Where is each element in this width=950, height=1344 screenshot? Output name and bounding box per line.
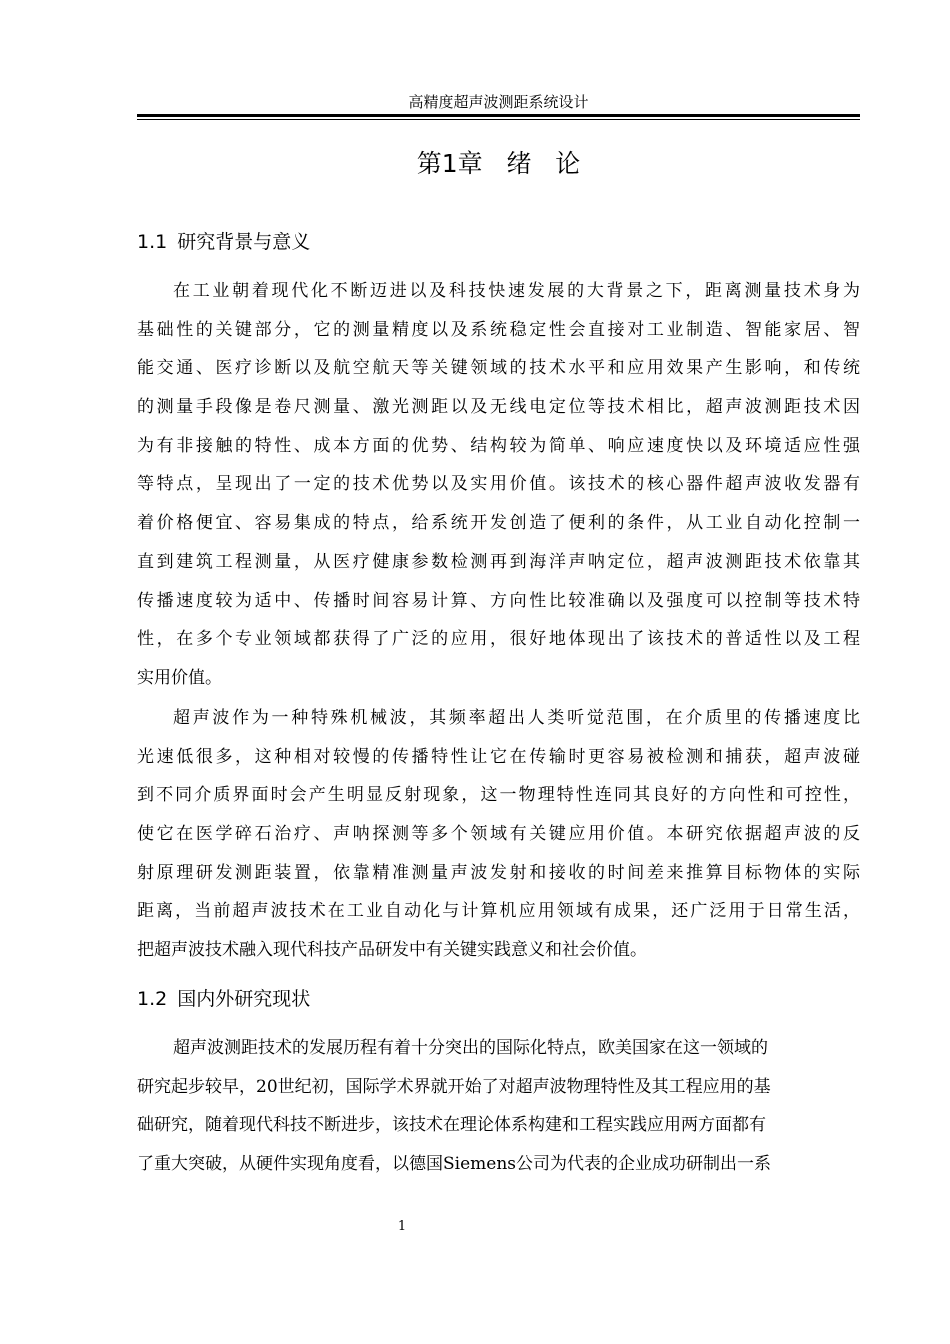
paragraph-line: 使它在医学碎石治疗、声呐探测等多个领域有关键应用价值。本研究依据超声波的反 — [137, 824, 860, 845]
running-header: 高精度超声波测距系统设计 — [408, 93, 589, 111]
paragraph-1-2-1 — [137, 1029, 860, 1184]
paragraph-line: 射原理研发测距装置，依靠精准测量声波发射和接收的时间差来推算目标物体的实际 — [137, 862, 860, 883]
paragraph-line: 超声波测距技术的发展历程有着十分突出的国际化特点，欧美国家在这一领域的 — [173, 1038, 768, 1058]
section-heading-1-1 — [137, 228, 310, 256]
paragraph-line: 的测量手段像是卷尺测量、激光测距以及无线电定位等技术相比，超声波测距技术因 — [137, 397, 860, 418]
header-rule-thin — [137, 119, 860, 120]
paragraph-1-1-2 — [137, 699, 860, 970]
page-number: 1 — [397, 1219, 407, 1234]
paragraph-line: 了重大突破，从硬件实现角度看，以德国Siemens公司为代表的企业成功研制出一系 — [137, 1154, 771, 1175]
paragraph-line: 直到建筑工程测量，从医疗健康参数检测再到海洋声呐定位，超声波测距技术依靠其 — [137, 551, 860, 572]
header-rule-thick — [137, 114, 860, 117]
paragraph-line: 把超声波技术融入现代科技产品研发中有关键实践意义和社会价值。 — [137, 940, 647, 961]
section-heading-1-2 — [137, 985, 310, 1013]
section-number: 1.1 — [137, 231, 168, 253]
paragraph-line: 距离，当前超声波技术在工业自动化与计算机应用领域有成果，还广泛用于日常生活， — [137, 901, 860, 922]
paragraph-line: 着价格便宜、容易集成的特点，给系统开发创造了便利的条件，从工业自动化控制一 — [137, 513, 860, 534]
paragraph-line: 光速低很多，这种相对较慢的传播特性让它在传输时更容易被检测和捕获，超声波碰 — [137, 746, 860, 767]
paragraph-line: 到不同介质界面时会产生明显反射现象，这一物理特性连同其良好的方向性和可控性， — [137, 785, 860, 806]
paragraph-line: 研究起步较早，20世纪初，国际学术界就开始了对超声波物理特性及其工程应用的基 — [137, 1076, 771, 1097]
paragraph-line: 实用价值。 — [137, 667, 222, 688]
paragraph-line: 础研究，随着现代科技不断进步，该技术在理论体系构建和工程实践应用两方面都有 — [137, 1115, 766, 1136]
paragraph-line: 性，在多个专业领域都获得了广泛的应用，很好地体现出了该技术的普适性以及工程 — [137, 629, 860, 650]
section-title: 国内外研究现状 — [177, 988, 311, 1010]
paragraph-line: 传播速度较为适中、传播时间容易计算、方向性比较准确以及强度可以控制等技术特 — [137, 590, 860, 611]
paragraph-line: 基础性的关键部分，它的测量精度以及系统稳定性会直接对工业制造、智能家居、智 — [137, 319, 860, 340]
paragraph-line: 超声波作为一种特殊机械波，其频率超出人类听觉范围，在介质里的传播速度比 — [173, 708, 860, 728]
section-number: 1.2 — [137, 988, 168, 1010]
section-title: 研究背景与意义 — [177, 231, 311, 253]
paragraph-line: 为有非接触的特性、成本方面的优势、结构较为简单、响应速度快以及环境适应性强 — [137, 435, 860, 456]
paragraph-1-1-1 — [137, 272, 860, 698]
paragraph-line: 在工业朝着现代化不断迈进以及科技快速发展的大背景之下，距离测量技术身为 — [173, 281, 860, 301]
paragraph-line: 等特点，呈现出了一定的技术优势以及实用价值。该技术的核心器件超声波收发器有 — [137, 474, 860, 495]
chapter-title: 第1章 绪 论 — [416, 149, 581, 178]
paragraph-line: 能交通、医疗诊断以及航空航天等关键领域的技术水平和应用效果产生影响，和传统 — [137, 358, 860, 379]
